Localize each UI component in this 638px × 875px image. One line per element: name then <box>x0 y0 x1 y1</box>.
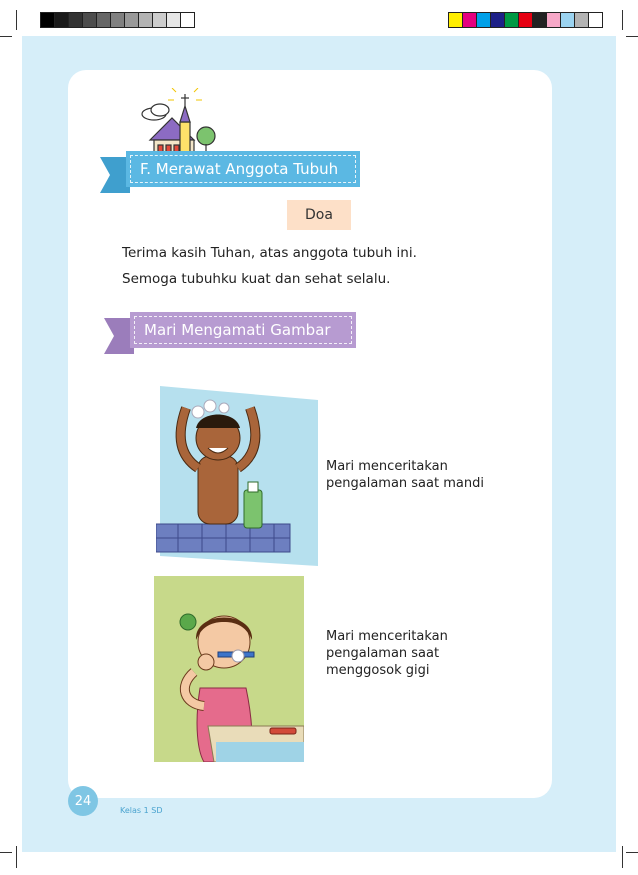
caption-line: Mari menceritakan <box>326 459 448 474</box>
prayer-line: Terima kasih Tuhan, atas anggota tubuh ini. <box>122 245 417 261</box>
prayer-line: Semoga tubuhku kuat dan sehat selalu. <box>122 271 391 287</box>
crop-mark <box>0 36 12 37</box>
boy-bathing-illustration <box>156 386 318 566</box>
doa-label: Doa <box>287 200 351 230</box>
bathing-caption <box>326 458 516 492</box>
brushing-caption <box>326 628 516 679</box>
crop-mark <box>626 36 638 37</box>
crop-mark <box>0 852 12 853</box>
caption-line: menggosok gigi <box>326 663 430 678</box>
caption-line: pengalaman saat mandi <box>326 476 484 491</box>
crop-mark <box>622 10 623 30</box>
crop-mark <box>16 846 17 868</box>
church-icon <box>136 88 220 160</box>
section-title-banner <box>126 151 360 187</box>
activity-title-banner <box>130 312 356 348</box>
crop-mark <box>16 10 17 30</box>
crop-mark <box>622 846 623 868</box>
grayscale-color-bar <box>40 12 195 28</box>
crop-mark <box>626 852 638 853</box>
footer-label: Kelas 1 SD <box>120 806 163 815</box>
section-title: F. Merawat Anggota Tubuh <box>140 160 339 178</box>
activity-title: Mari Mengamati Gambar <box>144 321 331 339</box>
process-color-bar <box>448 12 603 28</box>
prayer-text <box>122 240 522 292</box>
caption-line: pengalaman saat <box>326 646 440 661</box>
page-number-badge: 24 <box>68 786 98 816</box>
girl-brushing-teeth-illustration <box>154 576 304 762</box>
caption-line: Mari menceritakan <box>326 629 448 644</box>
